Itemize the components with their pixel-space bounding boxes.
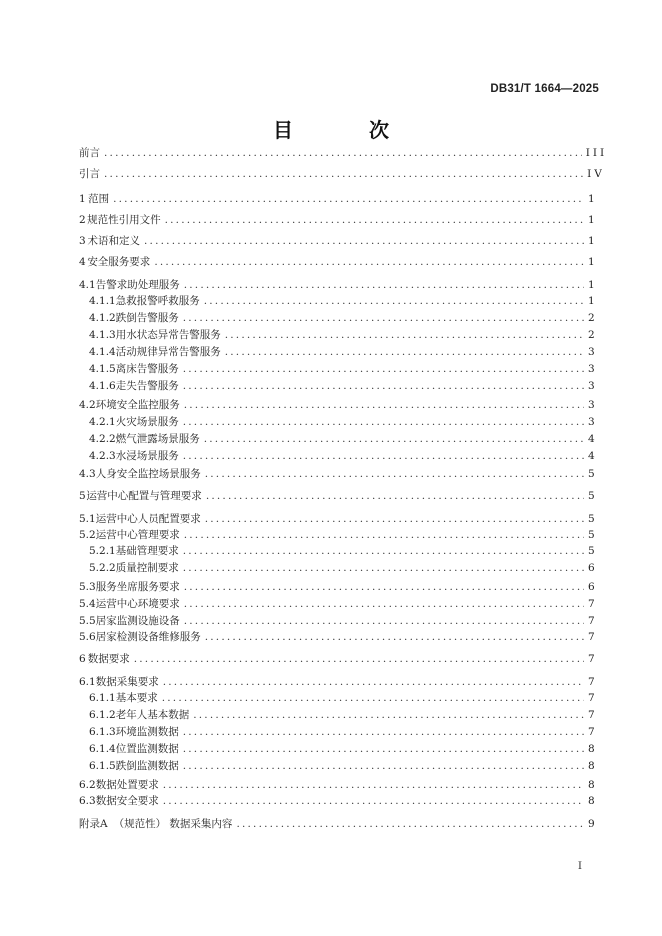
toc-leader-dots xyxy=(183,758,584,774)
toc-entry-number: 4.1 xyxy=(79,279,96,291)
toc-entry-number: 5.2.2 xyxy=(89,562,116,574)
toc-entry-number: 5.4 xyxy=(79,598,96,610)
toc-entry-title: 位置监测数据 xyxy=(115,743,179,755)
toc-leader-dots xyxy=(183,724,584,740)
toc-entry-title: 运营中心管理要求 xyxy=(95,529,180,541)
toc-leader-dots xyxy=(183,361,584,377)
toc-entry-number: 6.1.3 xyxy=(89,726,116,738)
toc-entry-number: 5.6 xyxy=(79,631,96,643)
toc-entry-page: 8 xyxy=(588,779,595,791)
toc-entry-number: 4 xyxy=(79,256,86,268)
toc-entry-page: 6 xyxy=(588,562,595,574)
toc-entry-title: 数据采集要求 xyxy=(95,676,159,688)
toc-leader-dots xyxy=(225,327,584,343)
toc-leader-dots xyxy=(162,690,584,706)
toc-entry-page: 8 xyxy=(588,795,595,807)
toc-leader-dots xyxy=(236,816,584,832)
toc-leader-dots xyxy=(193,707,584,723)
toc-entry-title: 居家监测设施设备 xyxy=(95,615,180,627)
toc-entry-page: 6 xyxy=(588,581,595,593)
toc-leader-dots xyxy=(113,191,584,207)
toc-entry-title: 环境监测数据 xyxy=(115,726,179,738)
toc-leader-dots xyxy=(205,511,584,527)
toc-entry-title: 术语和定义 xyxy=(87,235,141,247)
toc-entry-page: III xyxy=(585,147,608,159)
page-title: 目 次 xyxy=(273,118,417,142)
toc-leader-dots xyxy=(163,777,584,793)
toc-entry-title: 用水状态异常告警服务 xyxy=(115,329,221,341)
toc-entry-number: 4.1.6 xyxy=(89,380,116,392)
toc-entry-title: 引言 xyxy=(79,168,100,180)
toc-entry[interactable] xyxy=(79,777,594,793)
toc-entry-page: 8 xyxy=(588,760,595,772)
toc-entry-title: 基础管理要求 xyxy=(115,545,179,557)
toc-leader-dots xyxy=(183,310,584,326)
toc-entry[interactable] xyxy=(89,448,594,464)
toc-entry[interactable] xyxy=(89,361,594,377)
toc-entry[interactable] xyxy=(89,293,594,309)
toc-leader-dots xyxy=(134,651,584,667)
toc-leader-dots xyxy=(184,277,584,293)
toc-entry[interactable] xyxy=(79,629,594,645)
toc-entry-title: 跌倒告警服务 xyxy=(115,312,179,324)
toc-entry[interactable] xyxy=(79,793,594,809)
toc-entry-page: 7 xyxy=(588,598,595,610)
toc-entry-number: 5.2.1 xyxy=(89,545,116,557)
toc-entry-number: 4.2.2 xyxy=(89,433,116,445)
toc-entry-number: 6.1.5 xyxy=(89,760,116,772)
toc-entry[interactable] xyxy=(89,690,594,706)
toc-entry[interactable] xyxy=(79,145,608,161)
toc-leader-dots xyxy=(183,448,584,464)
toc-entry-title: 跌倒监测数据 xyxy=(115,760,179,772)
toc-entry-title: 安全服务要求 xyxy=(87,256,151,268)
toc-entry-title: 燃气泄露场景服务 xyxy=(115,433,200,445)
toc-entry-page: 7 xyxy=(588,692,595,704)
toc-entry-page: 2 xyxy=(588,312,595,324)
toc-entry-page: 7 xyxy=(588,709,595,721)
toc-entry-page: 3 xyxy=(588,363,595,375)
toc-entry[interactable] xyxy=(89,414,594,430)
toc-entry[interactable] xyxy=(79,511,594,527)
toc-entry-page: 1 xyxy=(588,193,595,205)
toc-entry-number: 4.1.5 xyxy=(89,363,116,375)
toc-entry-page: IV xyxy=(587,168,605,180)
toc-leader-dots xyxy=(184,397,584,413)
toc-entry-number: 5 xyxy=(79,490,86,502)
toc-entry[interactable] xyxy=(89,431,594,447)
toc-leader-dots xyxy=(165,212,584,228)
toc-entry-title: 数据要求 xyxy=(87,653,130,665)
toc-entry-number: 6.1.4 xyxy=(89,743,116,755)
toc-entry-number: 4.1.2 xyxy=(89,312,116,324)
toc-entry-page: 7 xyxy=(588,676,595,688)
page-number: I xyxy=(577,860,582,872)
toc-entry-title: 离床告警服务 xyxy=(115,363,179,375)
toc-entry[interactable] xyxy=(89,378,594,394)
toc-leader-dots xyxy=(205,629,584,645)
toc-entry-number: 2 xyxy=(79,214,86,226)
toc-leader-dots xyxy=(184,579,584,595)
toc-entry[interactable] xyxy=(89,724,594,740)
toc-entry-page: 7 xyxy=(588,726,595,738)
toc-leader-dots xyxy=(184,527,584,543)
toc-entry-page: 7 xyxy=(588,653,595,665)
toc-entry-title: 服务坐席服务要求 xyxy=(95,581,180,593)
toc-leader-dots xyxy=(163,793,584,809)
toc-entry-number: 附录A xyxy=(79,818,108,830)
toc-entry-page: 5 xyxy=(588,545,595,557)
toc-entry-number: 4.2.1 xyxy=(89,416,116,428)
toc-entry[interactable] xyxy=(89,327,594,343)
toc-entry-page: 4 xyxy=(588,433,595,445)
toc-entry[interactable] xyxy=(79,233,594,249)
toc-leader-dots xyxy=(104,145,582,161)
document-code: DB31/T 1664—2025 xyxy=(490,83,599,95)
toc-entry-number: 4.2.3 xyxy=(89,450,116,462)
toc-entry[interactable] xyxy=(79,397,594,413)
toc-entry[interactable] xyxy=(79,527,594,543)
toc-entry-number: 6 xyxy=(79,653,86,665)
toc-entry[interactable] xyxy=(79,674,594,690)
toc-entry-title: 运营中心环境要求 xyxy=(95,598,180,610)
toc-entry-title: 范围 xyxy=(88,193,110,205)
toc-entry-title: 告警求助处理服务 xyxy=(95,279,180,291)
toc-entry-page: 4 xyxy=(588,450,595,462)
toc-entry-page: 2 xyxy=(588,329,595,341)
toc-entry-number: 3 xyxy=(79,235,86,247)
toc-entry[interactable] xyxy=(89,758,594,774)
toc-entry[interactable] xyxy=(89,344,594,360)
toc-leader-dots xyxy=(204,431,584,447)
toc-entry-number: 5.3 xyxy=(79,581,96,593)
toc-entry[interactable] xyxy=(79,254,594,270)
toc-leader-dots xyxy=(184,613,584,629)
toc-entry[interactable] xyxy=(79,816,594,832)
toc-entry-title: 活动规律异常告警服务 xyxy=(115,346,221,358)
toc-entry-page: 1 xyxy=(588,256,595,268)
toc-leader-dots xyxy=(104,166,583,182)
toc-leader-dots xyxy=(183,543,584,559)
toc-entry[interactable] xyxy=(79,579,594,595)
toc-leader-dots xyxy=(144,233,584,249)
toc-entry[interactable] xyxy=(79,488,594,504)
toc-entry-page: 5 xyxy=(588,513,595,525)
toc-entry[interactable] xyxy=(79,596,594,612)
toc-leader-dots xyxy=(163,674,584,690)
toc-entry[interactable] xyxy=(89,741,594,757)
toc-entry-number: 4.1.4 xyxy=(89,346,116,358)
toc-leader-dots xyxy=(154,254,584,270)
toc-entry-title: 老年人基本数据 xyxy=(115,709,190,721)
toc-entry-page: 5 xyxy=(588,490,595,502)
toc-entry-title: 走失告警服务 xyxy=(115,380,179,392)
toc-entry-title: 数据处置要求 xyxy=(95,779,159,791)
toc-leader-dots xyxy=(183,741,584,757)
toc-entry[interactable] xyxy=(89,310,594,326)
toc-entry-page: 7 xyxy=(588,631,595,643)
toc-leader-dots xyxy=(184,596,584,612)
toc-entry-title: 基本要求 xyxy=(115,692,158,704)
toc-entry-page: 1 xyxy=(588,279,595,291)
toc-entry-page: 3 xyxy=(588,399,595,411)
toc-entry[interactable] xyxy=(89,543,594,559)
toc-entry-number: 6.1.2 xyxy=(89,709,116,721)
toc-entry-title: 前言 xyxy=(79,147,100,159)
toc-entry-page: 5 xyxy=(588,529,595,541)
toc-entry-page: 1 xyxy=(588,214,595,226)
toc-entry-page: 1 xyxy=(588,295,595,307)
toc-entry-page: 3 xyxy=(588,416,595,428)
toc-entry[interactable] xyxy=(79,651,594,667)
toc-entry-title: 质量控制要求 xyxy=(115,562,179,574)
toc-leader-dots xyxy=(183,414,584,430)
toc-entry-page: 8 xyxy=(588,743,595,755)
toc-entry-number: 4.1.1 xyxy=(89,295,116,307)
toc-entry-number: 6.2 xyxy=(79,779,96,791)
toc-entry-title: 规范性引用文件 xyxy=(87,214,161,226)
toc-entry-title: 运营中心配置与管理要求 xyxy=(86,490,202,502)
toc-entry-number: 4.2 xyxy=(79,399,96,411)
toc-entry-number: 6.3 xyxy=(79,795,96,807)
toc-entry[interactable] xyxy=(89,707,594,723)
toc-entry-number: 5.2 xyxy=(79,529,96,541)
toc-entry-page: 5 xyxy=(588,468,595,480)
toc-entry[interactable] xyxy=(79,191,594,207)
toc-entry[interactable] xyxy=(79,166,605,182)
toc-leader-dots xyxy=(225,344,584,360)
toc-entry-number: 6.1.1 xyxy=(89,692,116,704)
toc-entry-page: 3 xyxy=(588,346,595,358)
toc-entry[interactable] xyxy=(79,212,594,228)
toc-leader-dots xyxy=(204,293,584,309)
toc-leader-dots xyxy=(205,466,584,482)
toc-entry-number: 5.1 xyxy=(79,513,96,525)
toc-entry-title: 居家检测设备维修服务 xyxy=(95,631,201,643)
toc-entry-page: 9 xyxy=(588,818,595,830)
toc-leader-dots xyxy=(183,378,584,394)
toc-entry-title: 人身安全监控场景服务 xyxy=(95,468,201,480)
toc-entry[interactable] xyxy=(79,466,594,482)
toc-entry[interactable] xyxy=(79,613,594,629)
toc-entry-title: 数据安全要求 xyxy=(95,795,159,807)
toc-entry-title: 急救报警呼救服务 xyxy=(115,295,200,307)
toc-leader-dots xyxy=(183,560,584,576)
toc-entry[interactable] xyxy=(79,277,594,293)
toc-entry-number: 5.5 xyxy=(79,615,96,627)
toc-entry-title: 火灾场景服务 xyxy=(115,416,179,428)
toc-entry-title: 运营中心人员配置要求 xyxy=(95,513,201,525)
toc-entry-number: 4.3 xyxy=(79,468,96,480)
toc-entry-page: 7 xyxy=(588,615,595,627)
toc-entry-number: 4.1.3 xyxy=(89,329,116,341)
toc-entry-number: 6.1 xyxy=(79,676,96,688)
toc-entry-page: 3 xyxy=(588,380,595,392)
toc-entry-title: （规范性） 数据采集内容 xyxy=(113,818,233,830)
toc-entry-number: 1 xyxy=(79,193,86,205)
toc-entry-title: 水浸场景服务 xyxy=(115,450,179,462)
toc-leader-dots xyxy=(206,488,584,504)
toc-entry-page: 1 xyxy=(588,235,595,247)
toc-entry[interactable] xyxy=(89,560,594,576)
toc-entry-title: 环境安全监控服务 xyxy=(95,399,180,411)
